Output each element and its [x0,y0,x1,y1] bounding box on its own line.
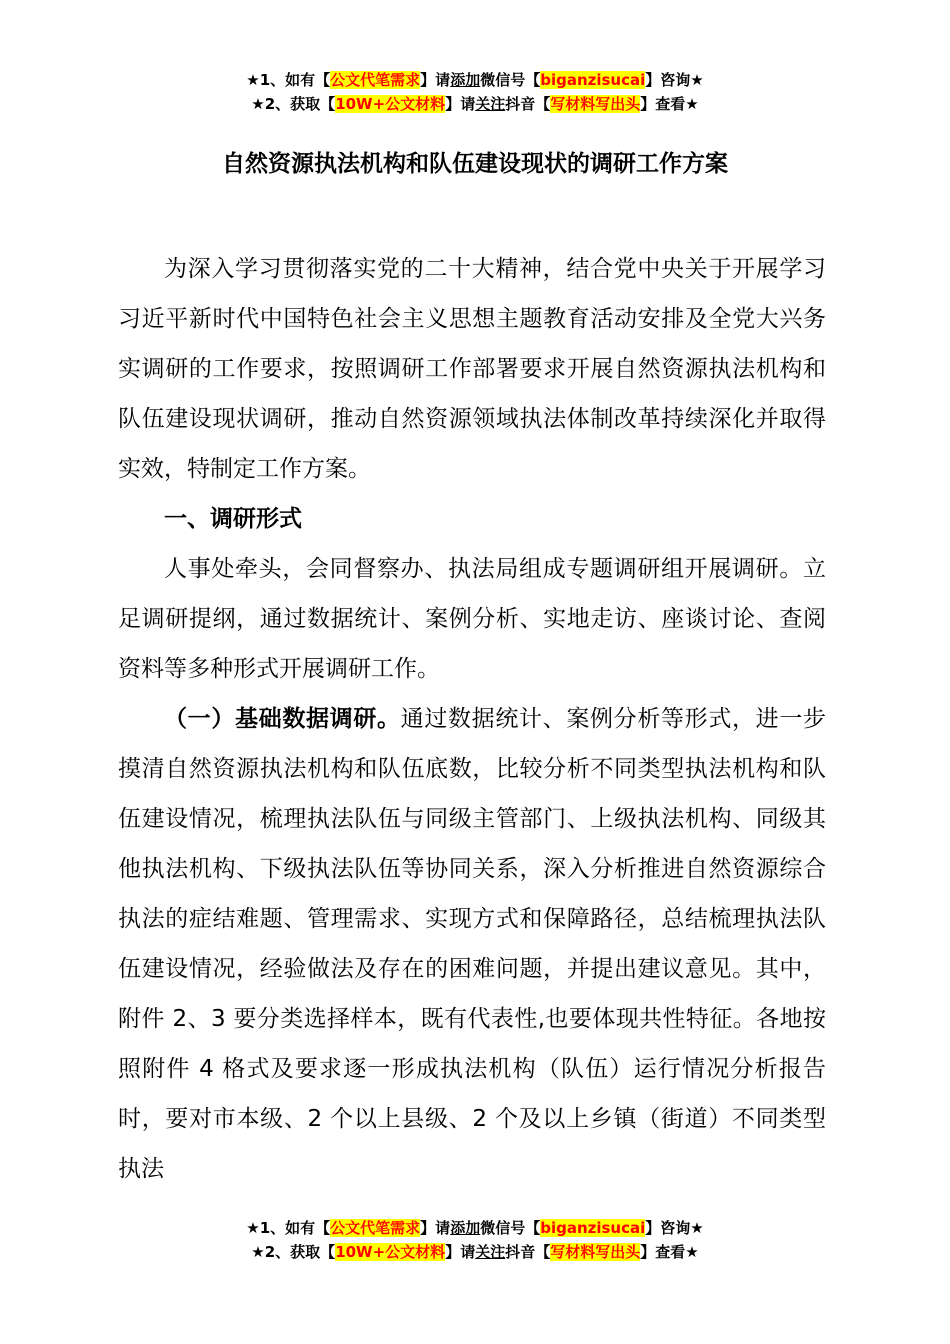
intro-paragraph: 为深入学习贯彻落实党的二十大精神，结合党中央关于开展学习习近平新时代中国特色社会主义思想主题教育活动安排及全党大兴务实调研的工作要求，按照调研工作部署要求开展自然资源执法机构和队伍建设现状调研，推动自然资源领域执法体制改革持续深化并取得实效，特制定工作方案。 [118,256,826,482]
banner-line-1 [0,1216,950,1240]
banner-highlight: 10W+公文材料 [335,1243,446,1261]
banner-text: 】请 [445,95,476,113]
document-body [118,244,826,1194]
banner-text: 】请 [420,71,451,89]
header-banner [0,68,950,116]
banner-text: 抖音【 [505,1243,551,1261]
section-paragraph: 人事处牵头，会同督察办、执法局组成专题调研组开展调研。立足调研提纲，通过数据统计、案例分析、实地走访、座谈讨论、查阅资料等多种形式开展调研工作。 [118,556,826,682]
subsection-paragraph [118,694,826,1194]
banner-text: ★2、获取【 [251,95,336,113]
banner-text: ★1、如有【 [246,1219,331,1237]
banner-line-1 [0,68,950,92]
banner-text: 微信号【 [480,1219,541,1237]
banner-underlined: 关注 [475,95,506,113]
banner-highlight: 写材料写出头 [550,1243,641,1261]
banner-text: 抖音【 [505,95,551,113]
banner-text: 】查看★ [640,1243,699,1261]
banner-text: 】查看★ [640,95,699,113]
banner-highlight: biganzisucai [540,71,646,89]
banner-text: ★1、如有【 [246,71,331,89]
banner-text: ★2、获取【 [251,1243,336,1261]
banner-underlined: 添加 [450,71,481,89]
banner-highlight: biganzisucai [540,1219,646,1237]
banner-text: 】请 [420,1219,451,1237]
banner-underlined: 关注 [475,1243,506,1261]
banner-text: 】咨询★ [645,71,704,89]
section-heading: 一、调研形式 [164,506,302,532]
banner-text: 】请 [445,1243,476,1261]
banner-highlight: 公文代笔需求 [330,71,421,89]
banner-line-2 [0,1240,950,1264]
subsection-text: 通过数据统计、案例分析等形式，进一步摸清自然资源执法机构和队伍底数，比较分析不同类型执法机构和队伍建设情况，梳理执法队伍与同级主管部门、上级执法机构、同级其他执法机构、下级执法队伍等协同关系，深入分析推进自然资源综合执法的症结难题、管理需求、实现方式和保障路径，总结梳理执法队伍建设情况，经验做法及存在的困难问题，并提出建议意见。其中，附件 2、3 要分类选择样本，既有代表性,也要体现共性特征。各地按照附件 4 格式及要求逐一形成执法机构（队伍）运行情况分析报告时，要对市本级、2 个以上县级、2 个及以上乡镇（街道）不同类型执法 [118,706,827,1182]
banner-underlined: 添加 [450,1219,481,1237]
footer-banner [0,1216,950,1264]
banner-highlight: 公文代笔需求 [330,1219,421,1237]
banner-line-2 [0,92,950,116]
banner-text: 微信号【 [480,71,541,89]
document-title: 自然资源执法机构和队伍建设现状的调研工作方案 [222,151,728,177]
banner-highlight: 10W+公文材料 [335,95,446,113]
banner-highlight: 写材料写出头 [550,95,641,113]
subsection-heading: （一）基础数据调研。 [164,706,401,732]
banner-text: 】咨询★ [645,1219,704,1237]
